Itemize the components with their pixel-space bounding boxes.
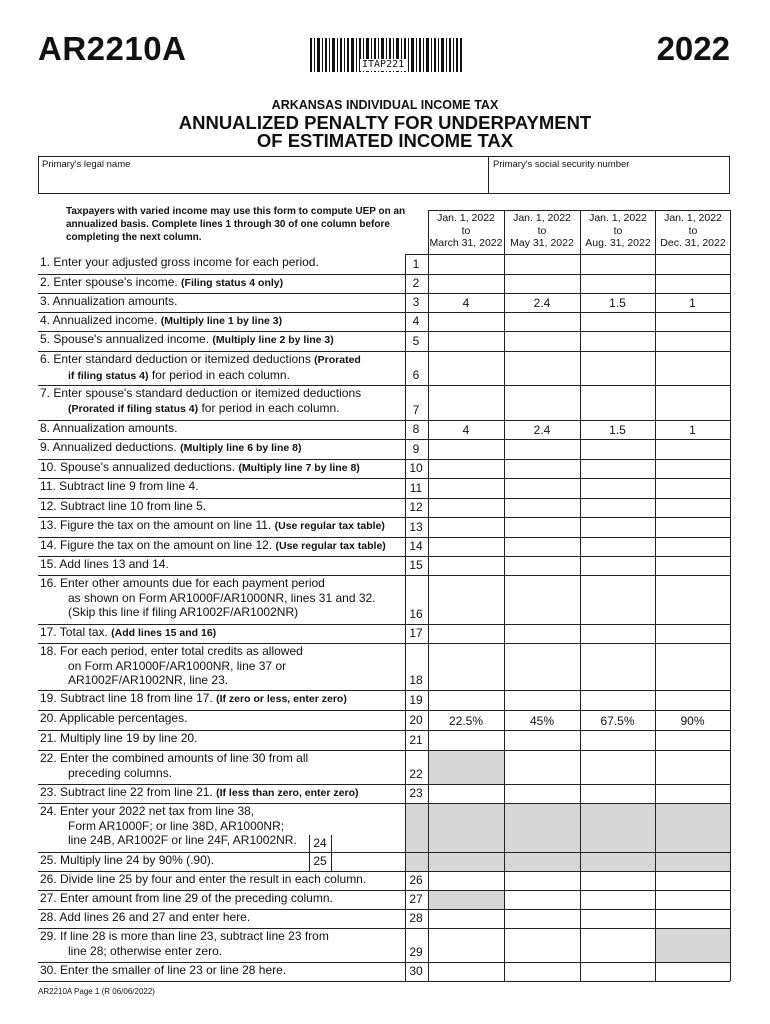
- grid-hline: [38, 420, 730, 421]
- line-2-label: [40, 275, 283, 291]
- line-4-number: 4: [412, 314, 420, 328]
- line-21-input-col3[interactable]: [582, 732, 656, 749]
- shaded-cell-2: [405, 803, 730, 871]
- line-18-input-col4[interactable]: [657, 645, 731, 689]
- col3-start: Jan. 1, 2022: [589, 212, 647, 224]
- line-13-input-col3[interactable]: [582, 519, 656, 536]
- line-28-number: 28: [409, 911, 423, 925]
- line-21-input-col4[interactable]: [657, 732, 731, 749]
- column-header-1: [428, 212, 504, 250]
- line-14-input-col2[interactable]: [506, 539, 581, 555]
- line-text: 8. Annualization amounts.: [40, 421, 178, 435]
- grid-hline: [38, 556, 730, 557]
- line-24-number: 24: [313, 836, 327, 850]
- line-20-value-col2: 45%: [529, 714, 555, 728]
- col1-end: March 31, 2022: [429, 237, 503, 249]
- line-23-input-col3[interactable]: [582, 786, 656, 802]
- line-22-input-col3[interactable]: [582, 752, 656, 783]
- line-text: 10. Spouse's annualized deductions.: [40, 460, 239, 474]
- line-text: 30. Enter the smaller of line 23 or line 28 here.: [40, 963, 287, 977]
- line-10-input-col4[interactable]: [657, 461, 731, 477]
- line-text: 29. If line 28 is more than line 23, subtract line 23 from: [40, 929, 329, 943]
- line-10-label: [40, 460, 360, 476]
- line-21-input-col2[interactable]: [506, 732, 581, 749]
- col2-to: to: [537, 224, 547, 237]
- line-text-3: line 24B, AR1002F or line 24F, AR1002NR.: [68, 833, 297, 847]
- line-text-2: line 28; otherwise enter zero.: [68, 943, 223, 958]
- line-1-input-col4[interactable]: [657, 256, 731, 273]
- line-9-input-col1[interactable]: [430, 441, 505, 458]
- line-15-number: 15: [409, 558, 423, 572]
- line-text-2: preceding columns.: [68, 765, 173, 780]
- grid-vline-col1: [504, 210, 505, 981]
- line-25-input[interactable]: [332, 854, 406, 870]
- line-3-value-col2: 2.4: [533, 296, 551, 310]
- line-8-value-col2: 2.4: [533, 423, 551, 437]
- col1-start: Jan. 1, 2022: [437, 212, 495, 224]
- column-header-3: [580, 212, 656, 250]
- line-12-input-col3[interactable]: [582, 500, 656, 516]
- line-12-input-col1[interactable]: [430, 500, 505, 516]
- line-30-input-col3[interactable]: [582, 964, 656, 980]
- line-18-input-col1[interactable]: [430, 645, 505, 689]
- line-3-number: 3: [412, 295, 420, 309]
- line-16-input-col2[interactable]: [506, 577, 581, 623]
- barcode-text: ITAP221: [362, 59, 405, 70]
- line-bold-note: (Use regular tax table): [274, 520, 385, 532]
- line-22-input-col1[interactable]: [430, 752, 505, 783]
- line-17-label: [40, 625, 216, 641]
- line-26-input-col3[interactable]: [582, 873, 656, 889]
- line-29-input-col3[interactable]: [582, 930, 656, 961]
- line-5-input-col3[interactable]: [582, 333, 656, 350]
- grid-hline: [38, 439, 730, 440]
- line-3-value-col1: 4: [462, 296, 470, 310]
- line-text: 19. Subtract line 18 from line 17.: [40, 691, 217, 705]
- line-4-input-col3[interactable]: [582, 314, 656, 330]
- line-11-input-col2[interactable]: [506, 480, 581, 497]
- line-22-input-col2[interactable]: [506, 752, 581, 783]
- line-17-number: 17: [409, 626, 423, 640]
- line-bold-note: (Multiply line 6 by line 8): [180, 442, 302, 454]
- line-20-number: 20: [409, 713, 423, 727]
- line-20-value-col4: 90%: [680, 714, 705, 728]
- line-17-input-col2[interactable]: [506, 626, 581, 642]
- line-12-input-col2[interactable]: [506, 500, 581, 516]
- line-text: 17. Total tax.: [40, 625, 112, 639]
- line-28-input-col1[interactable]: [430, 911, 505, 927]
- line-5-label: [40, 332, 334, 348]
- line-25-number: 25: [313, 854, 327, 868]
- line-17-input-col1[interactable]: [430, 626, 505, 642]
- line-27-input-col3[interactable]: [582, 892, 656, 908]
- line-9-label: [40, 440, 301, 456]
- line-28-label: [40, 910, 250, 925]
- line-2-number: 2: [412, 276, 420, 290]
- line-5-input-col4[interactable]: [657, 333, 731, 350]
- line-2-input-col4[interactable]: [657, 276, 731, 292]
- grid-hline: [38, 784, 730, 785]
- line-18-input-col3[interactable]: [582, 645, 656, 689]
- line-23-input-col4[interactable]: [657, 786, 731, 802]
- line-9-input-col4[interactable]: [657, 441, 731, 458]
- line-4-label: [40, 313, 282, 329]
- line-15-label: [40, 557, 169, 572]
- line-11-number: 11: [409, 481, 423, 495]
- line-text-2: as shown on Form AR1000F/AR1000NR, lines 31 and 32.: [68, 590, 376, 605]
- line-29-number: 29: [409, 945, 423, 959]
- line-19-input-col4[interactable]: [657, 692, 731, 709]
- line-25-label: [40, 853, 214, 868]
- line-16-input-col4[interactable]: [657, 577, 731, 623]
- line-text: 27. Enter amount from line 29 of the preceding column.: [40, 891, 333, 905]
- line-text: 28. Add lines 26 and 27 and enter here.: [40, 910, 251, 924]
- line-text-2: if filing status 4) for period in each column.: [68, 367, 290, 382]
- line-26-input-col4[interactable]: [657, 873, 731, 889]
- grid-hline: [38, 537, 730, 538]
- line-20-value-col1: 22.5%: [448, 714, 484, 728]
- grid-hline: [38, 351, 730, 352]
- grid-hline: [38, 981, 730, 982]
- line-23-input-col2[interactable]: [506, 786, 581, 802]
- line-bold-note: (Prorated: [314, 354, 361, 366]
- line-text: 15. Add lines 13 and 14.: [40, 557, 169, 571]
- ssn-field[interactable]: [492, 173, 730, 193]
- line-text-2: (Prorated if filing status 4) for period in each column.: [68, 400, 340, 415]
- identity-box: [38, 156, 730, 194]
- line-23-label: [40, 785, 358, 801]
- line-bold-note: (Multiply line 7 by line 8): [238, 462, 360, 474]
- line-8-number: 8: [412, 422, 420, 436]
- grid-hline: [38, 459, 730, 460]
- line-14-input-col3[interactable]: [582, 539, 656, 555]
- line-text: 25. Multiply line 24 by 90% (.90).: [40, 853, 215, 867]
- line-18-label: [40, 644, 303, 688]
- line-6-number: 6: [412, 368, 420, 382]
- line-16-input-col3[interactable]: [582, 577, 656, 623]
- line-bold-note: (Multiply line 1 by line 3): [160, 315, 283, 327]
- line-17-input-col4[interactable]: [657, 626, 731, 642]
- legal-name-label: Primary's legal name: [42, 159, 131, 170]
- line-7-input-col1[interactable]: [430, 387, 505, 419]
- line-6-label: [40, 352, 361, 383]
- line-6-input-col2[interactable]: [506, 353, 581, 384]
- line-text: 14. Figure the tax on the amount on line 12.: [40, 538, 276, 552]
- line-23-input-col1[interactable]: [430, 786, 505, 802]
- line-1-number: 1: [412, 257, 420, 271]
- line-27-input-col2[interactable]: [506, 892, 581, 908]
- page-footer: AR2210A Page 1 (R 06/06/2022): [38, 987, 155, 996]
- line-28-input-col4[interactable]: [657, 911, 731, 927]
- identity-divider: [488, 157, 489, 193]
- line-11-input-col4[interactable]: [657, 480, 731, 497]
- line-7-label: [40, 386, 361, 416]
- line-13-input-col4[interactable]: [657, 519, 731, 536]
- line-4-input-col1[interactable]: [430, 314, 505, 330]
- grid-hline: [38, 274, 730, 275]
- line-text-2: on Form AR1000F/AR1000NR, line 37 or: [68, 658, 287, 673]
- line-21-label: [40, 731, 197, 746]
- line-bold-note: (Use regular tax table): [275, 540, 386, 552]
- line-2-input-col1[interactable]: [430, 276, 505, 292]
- line-21-number: 21: [409, 733, 423, 747]
- grid-hline: [38, 575, 730, 576]
- line-bold-note: (If less than zero, enter zero): [216, 787, 359, 799]
- line-19-label: [40, 691, 347, 707]
- grid-hline: [38, 293, 730, 294]
- line-26-label: [40, 872, 366, 887]
- col4-end: Dec. 31, 2022: [660, 237, 726, 249]
- col3-end: Aug. 31, 2022: [585, 237, 651, 249]
- line-4-input-col4[interactable]: [657, 314, 731, 330]
- grid-hline: [38, 803, 730, 804]
- line-18-input-col2[interactable]: [506, 645, 581, 689]
- line-15-input-col3[interactable]: [582, 558, 656, 574]
- line-text-3: AR1002F/AR1002NR, line 23.: [68, 673, 229, 687]
- ssn-label: Primary's social security number: [493, 159, 630, 170]
- line-10-input-col3[interactable]: [582, 461, 656, 477]
- grid-vline-numleft: [405, 254, 406, 981]
- line-13-input-col1[interactable]: [430, 519, 505, 536]
- line-10-input-col2[interactable]: [506, 461, 581, 477]
- line-text: 21. Multiply line 19 by line 20.: [40, 731, 198, 745]
- grid-hline: [38, 852, 730, 853]
- col4-start: Jan. 1, 2022: [664, 212, 722, 224]
- form-title-line1: ANNUALIZED PENALTY FOR UNDERPAYMENT: [178, 112, 592, 133]
- grid-vline-24-left: [309, 835, 310, 871]
- form-title-line2: OF ESTIMATED INCOME TAX: [256, 130, 514, 151]
- line-text: 22. Enter the combined amounts of line 30 from all: [40, 751, 309, 765]
- line-12-input-col4[interactable]: [657, 500, 731, 516]
- line-22-input-col4[interactable]: [657, 752, 731, 783]
- line-7-input-col2[interactable]: [506, 387, 581, 419]
- line-bold-note: (Filing status 4 only): [181, 277, 284, 289]
- line-5-number: 5: [412, 334, 420, 348]
- line-text: 1. Enter your adjusted gross income for each period.: [40, 255, 319, 269]
- line-text: 12. Subtract line 10 from line 5.: [40, 499, 207, 513]
- col3-to: to: [613, 224, 623, 237]
- col2-start: Jan. 1, 2022: [513, 212, 571, 224]
- line-30-label: [40, 963, 286, 978]
- line-12-label: [40, 499, 206, 514]
- line-30-number: 30: [409, 964, 423, 978]
- line-22-number: 22: [409, 767, 423, 781]
- line-30-input-col1[interactable]: [430, 964, 505, 980]
- instructions: Taxpayers with varied income may use this form to compute UEP on an annualized basis. Complete lines 1 through 30 of one column before completing the next column.: [66, 206, 406, 243]
- line-bold-note: (Multiply line 2 by line 3): [212, 334, 334, 346]
- line-30-input-col2[interactable]: [506, 964, 581, 980]
- column-header-2: [504, 212, 580, 250]
- line-text: 9. Annualized deductions.: [40, 440, 181, 454]
- grid-hline: [38, 730, 730, 731]
- line-27-label: [40, 891, 333, 906]
- line-12-number: 12: [409, 500, 423, 514]
- line-17-input-col3[interactable]: [582, 626, 656, 642]
- grid-hline: [38, 750, 730, 751]
- grid-hline: [38, 312, 730, 313]
- grid-vline-col0: [428, 210, 429, 981]
- line-20-value-col3: 67.5%: [600, 714, 635, 728]
- line-text: 5. Spouse's annualized income.: [40, 332, 213, 346]
- grid-hline: [38, 498, 730, 499]
- grid-hline: [405, 254, 730, 255]
- line-text: 7. Enter spouse's standard deduction or itemized deductions: [40, 386, 362, 400]
- line-1-input-col2[interactable]: [506, 256, 581, 273]
- line-14-input-col1[interactable]: [430, 539, 505, 555]
- line-text: 3. Annualization amounts.: [40, 294, 178, 308]
- grid-vline-24-right: [331, 835, 332, 871]
- line-text: 11. Subtract line 9 from line 4.: [40, 479, 199, 493]
- line-15-input-col1[interactable]: [430, 558, 505, 574]
- line-11-input-col1[interactable]: [430, 480, 505, 497]
- line-text: 18. For each period, enter total credits as allowed: [40, 644, 303, 658]
- line-bold-note: (If zero or less, enter zero): [216, 693, 347, 705]
- line-text: 2. Enter spouse's income.: [40, 275, 182, 289]
- grid-vline-col4: [730, 210, 731, 981]
- line-text: 6. Enter standard deduction or itemized deductions: [40, 352, 315, 366]
- line-18-number: 18: [409, 673, 423, 687]
- line-3-label: [40, 294, 177, 309]
- line-text: 20. Applicable percentages.: [40, 711, 188, 725]
- line-11-label: [40, 479, 199, 494]
- line-5-input-col1[interactable]: [430, 333, 505, 350]
- line-19-input-col1[interactable]: [430, 692, 505, 709]
- grid-vline-col3: [655, 210, 656, 981]
- line-text: 24. Enter your 2022 net tax from line 38,: [40, 804, 255, 818]
- grid-hline: [38, 517, 730, 518]
- line-29-input-col2[interactable]: [506, 930, 581, 961]
- line-29-input-col4[interactable]: [657, 930, 731, 961]
- line-26-input-col2[interactable]: [506, 873, 581, 889]
- line-9-number: 9: [412, 442, 420, 456]
- line-7-input-col4[interactable]: [657, 387, 731, 419]
- grid-hline: [38, 331, 730, 332]
- line-15-input-col2[interactable]: [506, 558, 581, 574]
- column-header-4: [655, 212, 731, 250]
- line-29-input-col1[interactable]: [430, 930, 505, 961]
- line-23-number: 23: [409, 786, 423, 800]
- line-16-number: 16: [409, 607, 423, 621]
- line-2-input-col2[interactable]: [506, 276, 581, 292]
- line-6-input-col3[interactable]: [582, 353, 656, 384]
- line-22-label: [40, 751, 308, 780]
- line-7-number: 7: [412, 403, 420, 417]
- line-27-input-col4[interactable]: [657, 892, 731, 908]
- grid-hline: [38, 890, 730, 891]
- grid-hline: [38, 871, 730, 872]
- line-6-input-col4[interactable]: [657, 353, 731, 384]
- line-28-input-col3[interactable]: [582, 911, 656, 927]
- tax-year: 2022: [656, 30, 730, 67]
- line-28-input-col2[interactable]: [506, 911, 581, 927]
- line-15-input-col4[interactable]: [657, 558, 731, 574]
- line-19-number: 19: [409, 693, 423, 707]
- line-9-input-col2[interactable]: [506, 441, 581, 458]
- line-1-input-col3[interactable]: [582, 256, 656, 273]
- grid-hline: [38, 643, 730, 644]
- line-11-input-col3[interactable]: [582, 480, 656, 497]
- line-24-input[interactable]: [332, 805, 406, 851]
- grid-hline: [38, 385, 730, 386]
- line-text: 23. Subtract line 22 from line 21.: [40, 785, 217, 799]
- grid-hline-header-top: [428, 210, 730, 211]
- line-19-input-col2[interactable]: [506, 692, 581, 709]
- line-13-input-col2[interactable]: [506, 519, 581, 536]
- legal-name-field[interactable]: [41, 173, 485, 193]
- grid-hline: [38, 710, 730, 711]
- grid-hline: [38, 962, 730, 963]
- grid-hline: [38, 624, 730, 625]
- line-14-number: 14: [409, 539, 423, 553]
- line-27-input-col1[interactable]: [430, 892, 505, 908]
- grid-hline: [38, 690, 730, 691]
- col4-to: to: [688, 224, 698, 237]
- line-29-label: [40, 929, 329, 958]
- line-10-input-col1[interactable]: [430, 461, 505, 477]
- line-2-input-col3[interactable]: [582, 276, 656, 292]
- line-10-number: 10: [409, 461, 423, 475]
- line-5-input-col2[interactable]: [506, 333, 581, 350]
- line-26-number: 26: [409, 873, 423, 887]
- grid-hline: [38, 928, 730, 929]
- line-3-value-col4: 1: [689, 296, 696, 310]
- line-16-input-col1[interactable]: [430, 577, 505, 623]
- line-text-3: (Skip this line if filing AR1002F/AR1002NR): [68, 605, 299, 619]
- line-4-input-col2[interactable]: [506, 314, 581, 330]
- form-id: AR2210A: [38, 30, 187, 67]
- line-text: 4. Annualized income.: [40, 313, 161, 327]
- line-8-label: [40, 421, 177, 436]
- line-text: 26. Divide line 25 by four and enter the result in each column.: [40, 872, 367, 886]
- line-1-label: [40, 255, 319, 270]
- line-19-input-col3[interactable]: [582, 692, 656, 709]
- line-8-value-col4: 1: [689, 423, 696, 437]
- line-26-input-col1[interactable]: [430, 873, 505, 889]
- grid-vline-col2: [580, 210, 581, 981]
- line-text-2: Form AR1000F; or line 38D, AR1000NR;: [68, 818, 285, 833]
- line-7-input-col3[interactable]: [582, 387, 656, 419]
- line-9-input-col3[interactable]: [582, 441, 656, 458]
- line-text: 16. Enter other amounts due for each payment period: [40, 576, 325, 590]
- line-21-input-col1[interactable]: [430, 732, 505, 749]
- line-16-label: [40, 576, 376, 620]
- line-14-input-col4[interactable]: [657, 539, 731, 555]
- grid-hline: [38, 909, 730, 910]
- line-bold-note: (Add lines 15 and 16): [111, 627, 217, 639]
- line-3-value-col3: 1.5: [609, 296, 626, 310]
- col2-end: May 31, 2022: [510, 237, 574, 249]
- line-8-value-col1: 4: [462, 423, 470, 437]
- line-20-label: [40, 711, 187, 726]
- grid-hline: [38, 478, 730, 479]
- line-27-number: 27: [409, 892, 423, 906]
- line-13-number: 13: [409, 520, 423, 534]
- agency-title: ARKANSAS INDIVIDUAL INCOME TAX: [271, 98, 499, 112]
- line-1-input-col1[interactable]: [430, 256, 505, 273]
- line-8-value-col3: 1.5: [609, 423, 626, 437]
- line-13-label: [40, 518, 385, 534]
- line-text: 13. Figure the tax on the amount on line 11.: [40, 518, 275, 532]
- line-14-label: [40, 538, 386, 554]
- col1-to: to: [461, 224, 471, 237]
- line-30-input-col4[interactable]: [657, 964, 731, 980]
- line-24-label: [40, 804, 297, 848]
- line-6-input-col1[interactable]: [430, 353, 505, 384]
